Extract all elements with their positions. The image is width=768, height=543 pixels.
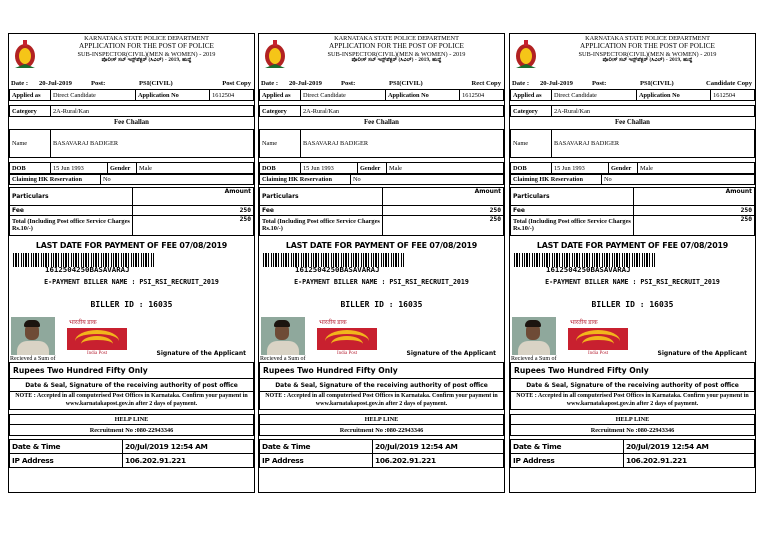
category-value: 2A-Rural/Kan bbox=[301, 106, 504, 117]
date-label: Date : bbox=[11, 80, 29, 87]
post-label: Post: bbox=[592, 80, 607, 87]
helpline-label: HELP LINE bbox=[10, 415, 254, 425]
fee-label: Fee bbox=[10, 206, 133, 216]
slip-header bbox=[259, 34, 504, 78]
seal-label: Date & Seal, Signature of the receiving authority of post office bbox=[10, 379, 254, 392]
amount-label: Amount bbox=[383, 188, 504, 206]
gender-label: Gender bbox=[108, 163, 137, 174]
ip-address-value: 106.202.91.221 bbox=[373, 454, 504, 468]
dob-label: DOB bbox=[511, 163, 552, 174]
amount-label: Amount bbox=[133, 188, 254, 206]
kannada-line: ಪೊಲೀಸ್ ಸಬ್ ಇನ್ಸ್‌ಪೆಕ್ಟರ್ (ಸಿವಿಲ್) - 2019, ಹುದ್ದೆ bbox=[351, 57, 442, 63]
dob-value: 15 Jun 1993 bbox=[552, 163, 609, 174]
name-value: BASAVARAJ BADIGER bbox=[51, 130, 254, 158]
category-label: Category bbox=[10, 106, 51, 117]
name-label: Name bbox=[10, 130, 51, 158]
copy-label: Rect Copy bbox=[471, 80, 501, 87]
date-line bbox=[259, 78, 504, 89]
application-title: APPLICATION FOR THE POST OF POLICE bbox=[79, 42, 214, 51]
gender-value: Male bbox=[137, 163, 254, 174]
photo-row bbox=[9, 317, 254, 362]
dob-label: DOB bbox=[10, 163, 51, 174]
gender-value: Male bbox=[638, 163, 755, 174]
particulars-label: Particulars bbox=[511, 188, 634, 206]
applicant-table bbox=[9, 89, 254, 101]
post-hindi: भारतीय डाक bbox=[69, 320, 97, 326]
biller-name: E-PAYMENT BILLER NAME : PSI_RSI_RECRUIT_2019 bbox=[294, 278, 469, 286]
post-line: SUB-INSPECTOR(CIVIL)(MEN & WOMEN) - 2019 bbox=[77, 50, 216, 58]
fee-label: Fee bbox=[511, 206, 634, 216]
fee-label: Fee bbox=[260, 206, 383, 216]
photo-row bbox=[259, 317, 504, 362]
fee-table bbox=[259, 187, 504, 236]
ip-address-value: 106.202.91.221 bbox=[624, 454, 755, 468]
signature-label: Signature of the Applicant bbox=[657, 350, 747, 357]
slip-header bbox=[9, 34, 254, 78]
note: NOTE : Accepted in all computerised Post Offices in Karnataka. Confirm your payment in www.karnatakapost.gov.in after 2 days of payment. bbox=[511, 392, 755, 410]
date-time-label: Date & Time bbox=[10, 440, 123, 454]
category-label: Category bbox=[260, 106, 301, 117]
application-no-value: 1612504 bbox=[460, 90, 504, 101]
post-value: PSI(CIVIL) bbox=[640, 80, 674, 87]
post-label: Post: bbox=[91, 80, 106, 87]
total-label: Total (Including Post office Service Charges Rs.10/-) bbox=[260, 216, 383, 236]
karnataka-emblem-icon bbox=[513, 38, 539, 72]
applied-as-label: Applied as bbox=[511, 90, 552, 101]
post-label: Post: bbox=[341, 80, 356, 87]
date-label: Date : bbox=[512, 80, 530, 87]
biller-name: E-PAYMENT BILLER NAME : PSI_RSI_RECRUIT_2019 bbox=[44, 278, 219, 286]
copy-label: Post Copy bbox=[222, 80, 251, 87]
fee-table bbox=[9, 187, 254, 236]
post-eng: India Post bbox=[588, 351, 609, 356]
date-line bbox=[510, 78, 755, 89]
applicant-table bbox=[259, 89, 504, 101]
biller-id: BILLER ID : 16035 bbox=[90, 300, 173, 309]
post-value: PSI(CIVIL) bbox=[139, 80, 173, 87]
rupees-amount: Rupees Two Hundred Fifty Only bbox=[511, 363, 755, 379]
last-date: LAST DATE FOR PAYMENT OF FEE 07/08/2019 bbox=[35, 241, 228, 250]
fee-value: 250 bbox=[634, 206, 755, 216]
ip-address-label: IP Address bbox=[260, 454, 373, 468]
date-line bbox=[9, 78, 254, 89]
applicant-table bbox=[510, 89, 755, 101]
fee-value: 250 bbox=[383, 206, 504, 216]
ip-address-value: 106.202.91.221 bbox=[123, 454, 254, 468]
applied-as-value: Direct Candidate bbox=[301, 90, 386, 101]
ip-address-label: IP Address bbox=[10, 454, 123, 468]
karnataka-emblem-icon bbox=[12, 38, 38, 72]
date-value: 20-Jul-2019 bbox=[289, 80, 322, 87]
date-time-value: 20/Jul/2019 12:54 AM bbox=[123, 440, 254, 454]
post-hindi: भारतीय डाक bbox=[570, 320, 598, 326]
department-name: KARNATAKA STATE POLICE DEPARTMENT bbox=[334, 35, 459, 42]
post-value: PSI(CIVIL) bbox=[389, 80, 423, 87]
biller-id: BILLER ID : 16035 bbox=[591, 300, 674, 309]
karnataka-emblem-icon bbox=[262, 38, 288, 72]
total-label: Total (Including Post office Service Charges Rs.10/-) bbox=[10, 216, 133, 236]
category-value: 2A-Rural/Kan bbox=[552, 106, 755, 117]
date-value: 20-Jul-2019 bbox=[39, 80, 72, 87]
recruitment-no: Recruitment No :080-22943346 bbox=[511, 425, 755, 436]
rupees-amount: Rupees Two Hundred Fifty Only bbox=[10, 363, 254, 379]
india-post-logo-icon bbox=[67, 318, 127, 358]
dob-value: 15 Jun 1993 bbox=[301, 163, 358, 174]
seal-label: Date & Seal, Signature of the receiving authority of post office bbox=[260, 379, 504, 392]
biller-name: E-PAYMENT BILLER NAME : PSI_RSI_RECRUIT_2019 bbox=[545, 278, 720, 286]
barcode bbox=[510, 253, 755, 276]
date-value: 20-Jul-2019 bbox=[540, 80, 573, 87]
name-label: Name bbox=[260, 130, 301, 158]
challan-slip-3 bbox=[509, 33, 756, 493]
helpline-label: HELP LINE bbox=[511, 415, 755, 425]
total-value: 250 bbox=[133, 216, 254, 236]
received-label: Recieved a Sum of bbox=[511, 356, 557, 362]
particulars-label: Particulars bbox=[260, 188, 383, 206]
note: NOTE : Accepted in all computerised Post Offices in Karnataka. Confirm your payment in www.karnatakapost.gov.in after 2 days of payment. bbox=[10, 392, 254, 410]
application-title: APPLICATION FOR THE POST OF POLICE bbox=[329, 42, 464, 51]
kannada-line: ಪೊಲೀಸ್ ಸಬ್ ಇನ್ಸ್‌ಪೆಕ್ಟರ್ (ಸಿವಿಲ್) - 2019, ಹುದ್ದೆ bbox=[602, 57, 693, 63]
signature-label: Signature of the Applicant bbox=[156, 350, 246, 357]
applicant-photo bbox=[512, 317, 556, 355]
hk-label: Claiming HK Reservation bbox=[260, 175, 351, 185]
recruitment-no: Recruitment No :080-22943346 bbox=[260, 425, 504, 436]
application-no-label: Application No bbox=[637, 90, 711, 101]
note: NOTE : Accepted in all computerised Post Offices in Karnataka. Confirm your payment in www.karnatakapost.gov.in after 2 days of payment. bbox=[260, 392, 504, 410]
date-time-value: 20/Jul/2019 12:54 AM bbox=[624, 440, 755, 454]
application-no-value: 1612504 bbox=[711, 90, 755, 101]
post-line: SUB-INSPECTOR(CIVIL)(MEN & WOMEN) - 2019 bbox=[327, 50, 466, 58]
applied-as-value: Direct Candidate bbox=[51, 90, 136, 101]
barcode-text: 1612504250BASAVARAJ bbox=[295, 265, 380, 274]
barcode-text: 1612504250BASAVARAJ bbox=[45, 265, 130, 274]
total-value: 250 bbox=[383, 216, 504, 236]
date-time-value: 20/Jul/2019 12:54 AM bbox=[373, 440, 504, 454]
post-line: SUB-INSPECTOR(CIVIL)(MEN & WOMEN) - 2019 bbox=[578, 50, 717, 58]
photo-row bbox=[510, 317, 755, 362]
total-value: 250 bbox=[634, 216, 755, 236]
gender-label: Gender bbox=[358, 163, 387, 174]
application-title: APPLICATION FOR THE POST OF POLICE bbox=[580, 42, 715, 51]
name-value: BASAVARAJ BADIGER bbox=[301, 130, 504, 158]
barcode bbox=[259, 253, 504, 276]
fee-table bbox=[510, 187, 755, 236]
india-post-logo-icon bbox=[317, 318, 377, 358]
hk-value: No bbox=[351, 175, 504, 185]
applicant-photo bbox=[11, 317, 55, 355]
barcode bbox=[9, 253, 254, 276]
applied-as-label: Applied as bbox=[10, 90, 51, 101]
copy-label: Candidate Copy bbox=[706, 80, 752, 87]
challan-slip-2 bbox=[258, 33, 505, 493]
application-no-label: Application No bbox=[136, 90, 210, 101]
name-value: BASAVARAJ BADIGER bbox=[552, 130, 755, 158]
fee-value: 250 bbox=[133, 206, 254, 216]
fee-challan-title: Fee Challan bbox=[615, 119, 650, 126]
hk-label: Claiming HK Reservation bbox=[10, 175, 101, 185]
post-hindi: भारतीय डाक bbox=[319, 320, 347, 326]
amount-label: Amount bbox=[634, 188, 755, 206]
dob-value: 15 Jun 1993 bbox=[51, 163, 108, 174]
recruitment-no: Recruitment No :080-22943346 bbox=[10, 425, 254, 436]
department-name: KARNATAKA STATE POLICE DEPARTMENT bbox=[585, 35, 710, 42]
hk-label: Claiming HK Reservation bbox=[511, 175, 602, 185]
signature-label: Signature of the Applicant bbox=[406, 350, 496, 357]
fee-challan-title: Fee Challan bbox=[114, 119, 149, 126]
gender-value: Male bbox=[387, 163, 504, 174]
category-value: 2A-Rural/Kan bbox=[51, 106, 254, 117]
category-label: Category bbox=[511, 106, 552, 117]
rupees-amount: Rupees Two Hundred Fifty Only bbox=[260, 363, 504, 379]
gender-label: Gender bbox=[609, 163, 638, 174]
helpline-label: HELP LINE bbox=[260, 415, 504, 425]
last-date: LAST DATE FOR PAYMENT OF FEE 07/08/2019 bbox=[536, 241, 729, 250]
india-post-logo-icon bbox=[568, 318, 628, 358]
hk-value: No bbox=[101, 175, 254, 185]
post-eng: India Post bbox=[337, 351, 358, 356]
date-label: Date : bbox=[261, 80, 279, 87]
dob-label: DOB bbox=[260, 163, 301, 174]
kannada-line: ಪೊಲೀಸ್ ಸಬ್ ಇನ್ಸ್‌ಪೆಕ್ಟರ್ (ಸಿವಿಲ್) - 2019, ಹುದ್ದೆ bbox=[101, 57, 192, 63]
total-label: Total (Including Post office Service Charges Rs.10/-) bbox=[511, 216, 634, 236]
department-name: KARNATAKA STATE POLICE DEPARTMENT bbox=[84, 35, 209, 42]
hk-value: No bbox=[602, 175, 755, 185]
slip-header bbox=[510, 34, 755, 78]
last-date: LAST DATE FOR PAYMENT OF FEE 07/08/2019 bbox=[285, 241, 478, 250]
ip-address-label: IP Address bbox=[511, 454, 624, 468]
application-no-label: Application No bbox=[386, 90, 460, 101]
date-time-label: Date & Time bbox=[260, 440, 373, 454]
applicant-photo bbox=[261, 317, 305, 355]
barcode-text: 1612504250BASAVARAJ bbox=[546, 265, 631, 274]
particulars-label: Particulars bbox=[10, 188, 133, 206]
received-label: Recieved a Sum of bbox=[260, 356, 306, 362]
application-no-value: 1612504 bbox=[210, 90, 254, 101]
applied-as-value: Direct Candidate bbox=[552, 90, 637, 101]
post-eng: India Post bbox=[87, 351, 108, 356]
seal-label: Date & Seal, Signature of the receiving authority of post office bbox=[511, 379, 755, 392]
date-time-label: Date & Time bbox=[511, 440, 624, 454]
biller-id: BILLER ID : 16035 bbox=[340, 300, 423, 309]
challan-slip-1 bbox=[8, 33, 255, 493]
fee-challan-title: Fee Challan bbox=[364, 119, 399, 126]
received-label: Recieved a Sum of bbox=[10, 356, 56, 362]
name-label: Name bbox=[511, 130, 552, 158]
applied-as-label: Applied as bbox=[260, 90, 301, 101]
